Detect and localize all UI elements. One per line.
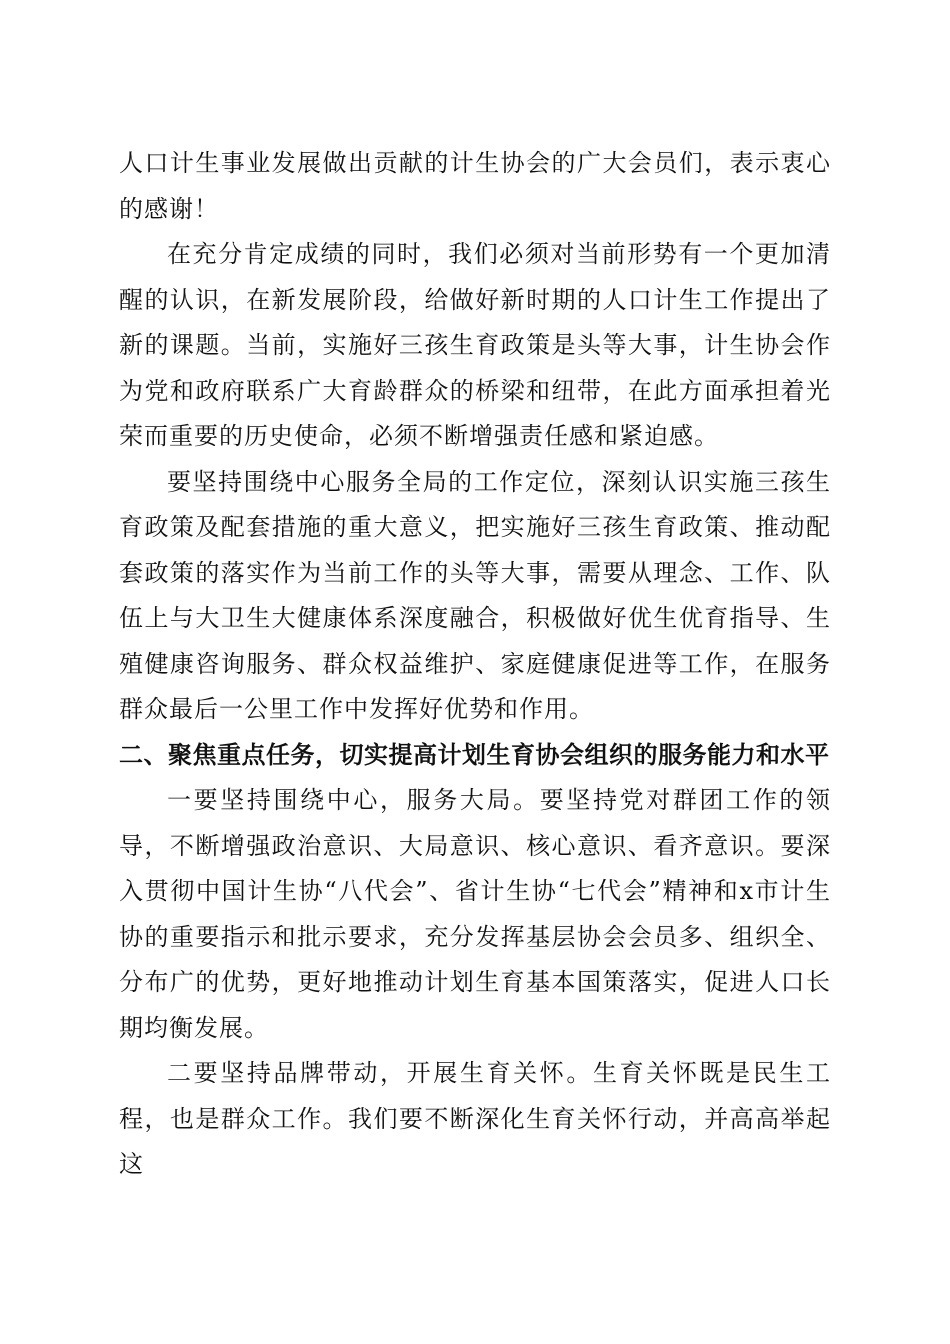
paragraph-work-positioning: 要坚持围绕中心服务全局的工作定位，深刻认识实施三孩生育政策及配套措施的重大意义，把实施好三孩生育政策、推动配套政策的落实作为当前工作的头等大事，需要从理念、工作、队伍上与大卫生大健康体系深度融合，积极做好优生优育指导、生殖健康咨询服务、群众权益维护、家庭健康促进等工作，在服务群众最后一公里工作中发挥好优势和作用。: [119, 467, 831, 723]
paragraph-point-one: 一要坚持围绕中心，服务大局。要坚持党对群团工作的领导，不断增强政治意识、大局意识、核心意识、看齐意识。要深入贯彻中国计生协“八代会”、省计生协“七代会”精神和x市计生协的重要指示和批示要求，充分发挥基层协会会员多、组织全、分布广的优势，更好地推动计划生育基本国策落实，促进人口长期均衡发展。: [119, 786, 831, 1042]
paragraph-point-two: 二要坚持品牌带动，开展生育关怀。生育关怀既是民生工程，也是群众工作。我们要不断深化生育关怀行动，并高高举起这: [119, 1059, 831, 1178]
paragraph-situation: 在充分肯定成绩的同时，我们必须对当前形势有一个更加清醒的认识，在新发展阶段，给做好新时期的人口计生工作提出了新的课题。当前，实施好三孩生育政策是头等大事，计生协会作为党和政府联系广大育龄群众的桥梁和纽带，在此方面承担着光荣而重要的历史使命，必须不断增强责任感和紧迫感。: [119, 240, 831, 450]
section-heading-two: 二、聚焦重点任务，切实提高计划生育协会组织的服务能力和水平: [119, 740, 830, 769]
paragraph-thanks-continuation: 人口计生事业发展做出贡献的计生协会的广大会员们，表示衷心的感谢！: [119, 149, 831, 223]
document-body: [119, 141, 831, 1188]
